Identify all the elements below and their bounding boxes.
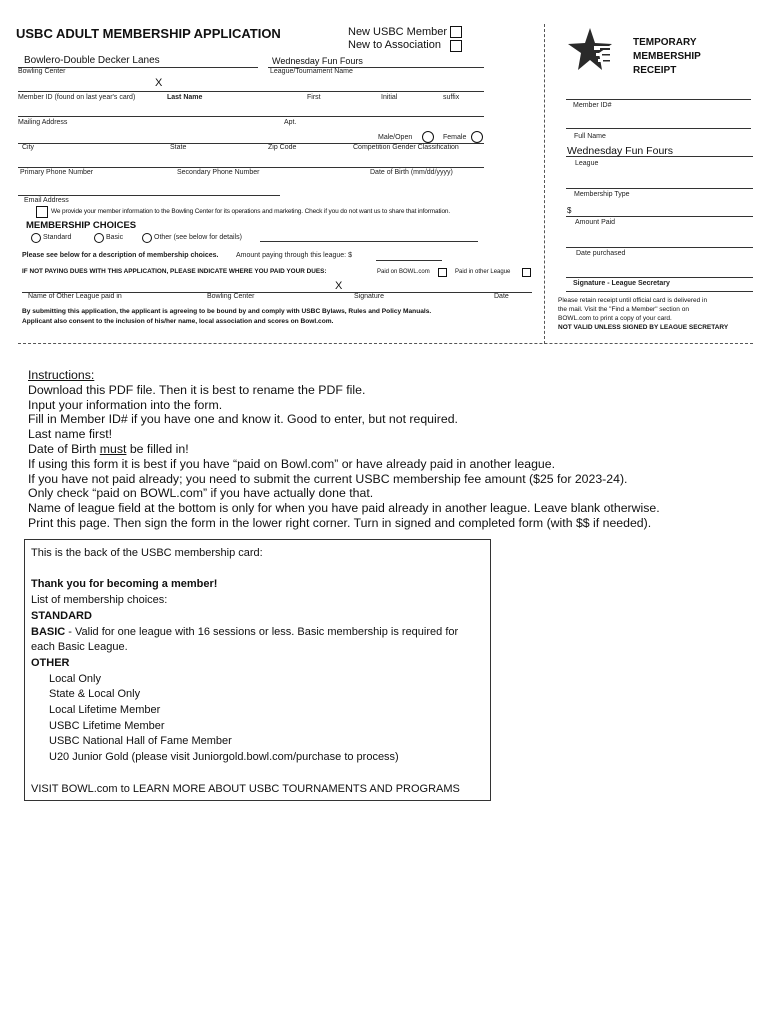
card-back-basic: [31, 625, 484, 641]
other-item: USBC Lifetime Member: [49, 719, 165, 732]
applicant-date-label: Date: [494, 293, 509, 300]
last-name-label: Last Name: [167, 94, 203, 101]
receipt-dollar-sign: $: [567, 206, 572, 215]
receipt-full-name-label: Full Name: [574, 133, 606, 140]
male-open-radio[interactable]: [422, 131, 434, 143]
card-back-box: [24, 539, 491, 801]
card-back-basic-cont: each Basic League.: [31, 641, 128, 654]
section-separator: [18, 343, 753, 344]
basic-label: Basic: [106, 234, 124, 241]
dob-post: be filled in!: [126, 442, 189, 456]
other-item: Local Lifetime Member: [49, 704, 161, 717]
receipt-separator: [544, 24, 545, 344]
amount-paying-label: Amount paying through this league: $: [236, 252, 352, 259]
receipt-member-id-label: Member ID#: [573, 102, 612, 109]
other-radio[interactable]: [142, 233, 152, 243]
receipt-title-2: MEMBERSHIP: [633, 51, 701, 62]
card-back-intro: This is the back of the USBC membership card:: [31, 547, 263, 559]
receipt-signature-label: Signature - League Secretary: [573, 280, 670, 287]
instruction-line-1: Download this PDF file. Then it is best to rename the PDF file.: [28, 382, 366, 397]
initial-label: Initial: [381, 94, 398, 101]
basic-bold: BASIC: [31, 625, 66, 638]
instruction-line-5: [28, 442, 189, 457]
other-center-label: Bowling Center: [207, 293, 255, 300]
other-league-label: Name of Other League paid in: [28, 293, 122, 300]
receipt-date-purchased-label: Date purchased: [576, 250, 626, 257]
instruction-line-3: Fill in Member ID# if you have one and know it. Good to enter, but not required.: [28, 412, 458, 427]
amount-field[interactable]: [376, 260, 442, 261]
usbc-logo: [566, 26, 616, 76]
receipt-league-label: League: [575, 160, 599, 167]
instruction-line-9: Name of league field at the bottom is only for when you have paid already in another league. Leave blank otherwise.: [28, 501, 660, 516]
new-association-checkbox[interactable]: [450, 40, 462, 52]
new-association-label: New to Association: [348, 39, 441, 51]
see-below-text: Please see below for a description of membership choices.: [22, 252, 219, 259]
receipt-note-1: Please retain receipt until official card is delivered in: [558, 297, 708, 304]
email-optout-text: We provide your member information to the Bowling Center for its operations and marketing. Check if you do not want us to share that information.: [51, 208, 451, 215]
basic-desc-1: - Valid for one league with 16 sessions or less. Basic membership is required for: [65, 625, 459, 638]
receipt-league-field[interactable]: Wednesday Fun Fours: [567, 145, 674, 157]
consent-line-1: By submitting this application, the applicant is agreeing to be bound by and comply with USBC Bylaws, Rules and Policy Manuals.: [22, 308, 432, 315]
standard-label: Standard: [43, 234, 72, 241]
receipt-note-2: the mail. Visit the "Find a Member" section on: [558, 306, 689, 313]
card-back-thanks: Thank you for becoming a member!: [31, 578, 218, 591]
dob-pre: Date of Birth: [28, 442, 100, 456]
card-back-standard: STANDARD: [31, 609, 92, 622]
form-title: USBC ADULT MEMBERSHIP APPLICATION: [16, 26, 281, 41]
secondary-phone-label: Secondary Phone Number: [177, 169, 260, 176]
instruction-line-10: Print this page. Then sign the form in the lower right corner. Turn in signed and completed form (with $$ if needed).: [28, 516, 652, 530]
state-label: State: [170, 144, 187, 151]
receipt-amount-paid-label: Amount Paid: [575, 219, 616, 226]
email-optout-checkbox[interactable]: [36, 206, 48, 218]
applicant-signature-label: Signature: [354, 293, 384, 300]
receipt-note-3: BOWL.com to print a copy of your card.: [558, 315, 672, 322]
primary-phone-label: Primary Phone Number: [20, 169, 94, 176]
instruction-line-7: If you have not paid already; you need to submit the current USBC membership fee amount ($25 for 2023-24).: [28, 471, 628, 486]
dob-must: must: [99, 442, 127, 456]
paid-other-league-label: Paid in other League: [455, 269, 511, 275]
paid-bowl-label: Paid on BOWL.com: [377, 269, 430, 275]
league-name-label: League/Tournament Name: [270, 68, 353, 75]
basic-radio[interactable]: [94, 233, 104, 243]
city-label: City: [22, 144, 35, 151]
other-item: Local Only: [49, 672, 101, 685]
instruction-line-2: Input your information into the form.: [28, 397, 223, 412]
not-paying-text: IF NOT PAYING DUES WITH THIS APPLICATION, PLEASE INDICATE WHERE YOU PAID YOUR DUES:: [22, 268, 327, 275]
bowling-center-label: Bowling Center: [18, 68, 66, 75]
receipt-title-1: TEMPORARY: [633, 37, 697, 48]
membership-choices-heading: MEMBERSHIP CHOICES: [26, 220, 137, 231]
instruction-line-8: Only check “paid on BOWL.com” if you have actually done that.: [28, 486, 374, 501]
gender-classification-label: Competition Gender Classification: [353, 144, 459, 151]
email-label: Email Address: [24, 197, 69, 204]
card-back-other: OTHER: [31, 656, 70, 669]
mailing-address-label: Mailing Address: [18, 119, 68, 126]
zip-label: Zip Code: [268, 144, 297, 151]
x-mark: X: [155, 77, 163, 89]
league-name-field[interactable]: Wednesday Fun Fours: [272, 56, 363, 66]
apt-label: Apt.: [284, 119, 297, 126]
other-label: Other (see below for details): [154, 234, 242, 241]
female-label: Female: [443, 134, 467, 141]
other-item: U20 Junior Gold (please visit Juniorgold.bowl.com/purchase to process): [49, 751, 399, 764]
other-item: USBC National Hall of Fame Member: [49, 735, 232, 748]
consent-line-2: Applicant also consent to the inclusion of his/her name, local association and scores on Bowl.com.: [22, 318, 334, 325]
receipt-title-3: RECEIPT: [633, 65, 677, 76]
female-radio[interactable]: [471, 131, 483, 143]
receipt-note-4: NOT VALID UNLESS SIGNED BY LEAGUE SECRETARY: [558, 324, 729, 331]
first-name-label: First: [307, 94, 321, 101]
new-member-checkbox[interactable]: [450, 26, 462, 38]
card-back-visit: VISIT BOWL.com to LEARN MORE ABOUT USBC TOURNAMENTS AND PROGRAMS: [31, 782, 460, 795]
bowling-center-field[interactable]: Bowlero-Double Decker Lanes: [24, 55, 160, 66]
receipt-membership-type-label: Membership Type: [574, 191, 630, 198]
card-back-list-heading: List of membership choices:: [31, 594, 168, 607]
standard-radio[interactable]: [31, 233, 41, 243]
suffix-label: suffix: [443, 94, 460, 101]
paid-other-league-checkbox[interactable]: [522, 268, 531, 277]
signature-x-mark: X: [335, 280, 343, 292]
member-id-label: Member ID (found on last year's card): [18, 94, 136, 101]
paid-bowl-checkbox[interactable]: [438, 268, 447, 277]
instructions-heading: Instructions:: [28, 368, 95, 382]
instruction-line-4: Last name first!: [28, 427, 113, 442]
male-open-label: Male/Open: [378, 134, 413, 141]
instruction-line-6: If using this form it is best if you have “paid on Bowl.com” or have already paid in another league.: [28, 456, 556, 471]
other-item: State & Local Only: [49, 688, 141, 701]
date-of-birth-label: Date of Birth (mm/dd/yyyy): [370, 169, 453, 176]
new-member-label: New USBC Member: [348, 26, 448, 38]
